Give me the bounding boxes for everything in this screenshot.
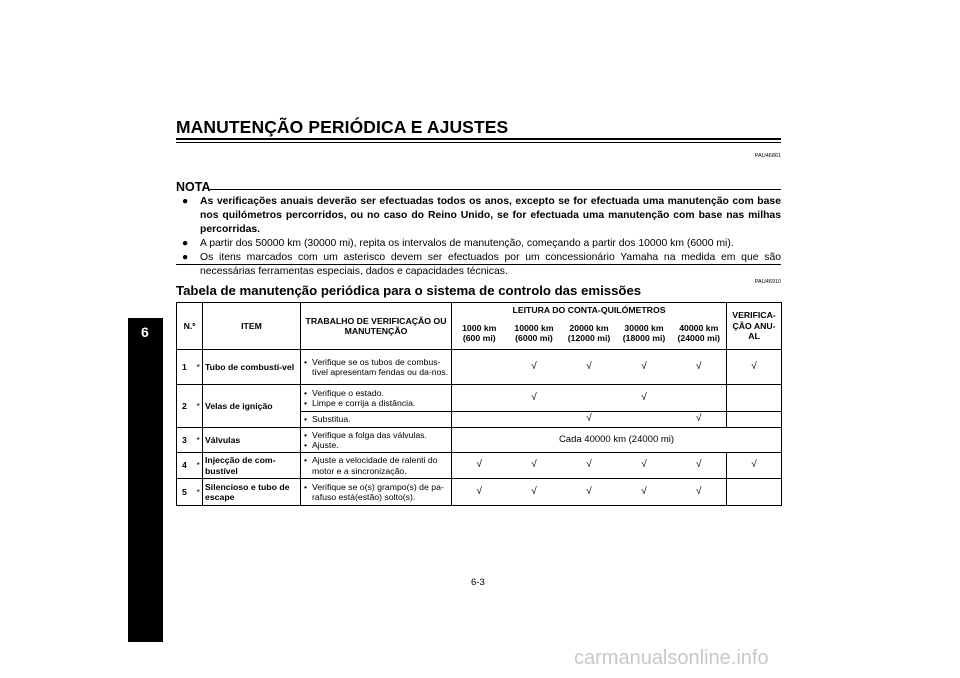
check-cell: √ (507, 479, 562, 506)
check-cell: √ (672, 412, 727, 428)
header-odo-col: 20000 km (12000 mi) (562, 318, 617, 350)
row-work: • Verifique o estado. • Limpe e corrija a distância. (301, 385, 452, 412)
watermark: carmanualsonline.info (574, 647, 769, 669)
check-cell: √ (672, 350, 727, 385)
section-code: PAU46910 (754, 279, 781, 285)
check-cell: √ (727, 453, 782, 479)
table-row (177, 350, 782, 385)
row-number: 4 (177, 453, 195, 479)
check-cell: √ (562, 412, 617, 428)
check-cell: √ (562, 350, 617, 385)
nota-item (176, 251, 781, 279)
check-cell (452, 385, 507, 412)
interval-cell: Cada 40000 km (24000 mi) (452, 428, 782, 453)
row-item: Injecção de com-bustível (203, 453, 301, 479)
check-cell: √ (672, 453, 727, 479)
nota-list (176, 195, 781, 279)
bullet-icon: ● (182, 252, 189, 263)
page-number: 6-3 (471, 577, 485, 588)
check-cell (562, 385, 617, 412)
header-odo-col: 1000 km (600 mi) (452, 318, 507, 350)
check-cell: √ (672, 479, 727, 506)
nota-item (176, 237, 781, 251)
nota-end-divider (176, 264, 781, 265)
row-number: 3 (177, 428, 195, 453)
check-cell: √ (727, 350, 782, 385)
check-cell: √ (617, 350, 672, 385)
check-cell (672, 385, 727, 412)
page-title: MANUTENÇÃO PERIÓDICA E AJUSTES (176, 117, 509, 137)
check-cell (452, 350, 507, 385)
chapter-tab (128, 318, 163, 642)
check-cell (727, 385, 782, 412)
row-number: 5 (177, 479, 195, 506)
check-cell: √ (562, 479, 617, 506)
table-row (177, 479, 782, 506)
chapter-number: 6 (141, 324, 149, 340)
check-cell (617, 412, 672, 428)
asterisk-mark: * (195, 350, 203, 385)
row-number: 1 (177, 350, 195, 385)
row-work: • Verifique a folga das válvulas. • Ajuste. (301, 428, 452, 453)
bullet-icon: ● (182, 196, 189, 207)
check-cell: √ (617, 453, 672, 479)
check-cell: √ (617, 479, 672, 506)
check-cell (727, 479, 782, 506)
header-annual: VERIFICA-ÇÃO ANU-AL (727, 303, 782, 350)
nota-item (176, 195, 781, 237)
header-odometer: LEITURA DO CONTA-QUILÓMETROS (452, 303, 727, 318)
row-number: 2 (177, 385, 195, 428)
section-title: Tabela de manutenção periódica para o sistema de controlo das emissões (176, 283, 642, 298)
table-header-row (177, 303, 782, 318)
check-cell: √ (507, 350, 562, 385)
check-cell: √ (562, 453, 617, 479)
nota-item-text: A partir dos 50000 km (30000 mi), repita os intervalos de manutenção, começando a partir dos 10000 km (6000 mi). (200, 238, 734, 249)
row-work: • Ajuste a velocidade de ralenti do motor e a sincronização. (301, 453, 452, 479)
header-odo-col: 10000 km (6000 mi) (507, 318, 562, 350)
asterisk-mark: * (195, 385, 203, 428)
asterisk-mark: * (195, 428, 203, 453)
row-work: • Verifique se os tubos de combus-tível apresentam fendas ou da-nos. (301, 350, 452, 385)
nota-label: NOTA (176, 180, 211, 194)
check-cell: √ (617, 385, 672, 412)
row-item: Tubo de combustí-vel (203, 350, 301, 385)
nota-item-text: As verificações anuais deverão ser efectuadas todos os anos, excepto se for efectuada uma manutenção com base nos quilómetros percorridos, ou no caso do Reino Unido, se for efectuada uma manutenção com base nas milhas percorridas. (200, 196, 781, 235)
header-no: N.º (177, 303, 203, 350)
row-work: • Verifique se o(s) grampo(s) de pa-rafuso está(estão) solto(s). (301, 479, 452, 506)
nota-divider (210, 189, 781, 190)
title-rule-thin (176, 142, 781, 143)
row-item: Silencioso e tubo de escape (203, 479, 301, 506)
table-row (177, 428, 782, 453)
check-cell: √ (507, 385, 562, 412)
nota-item-text: Os itens marcados com um asterisco devem ser efectuados por um concessionário Yamaha na medida em que são necessárias ferramentas especiais, dados e capacidades técnicas. (200, 252, 781, 277)
bullet-icon: ● (182, 238, 189, 249)
asterisk-mark: * (195, 479, 203, 506)
row-item: Válvulas (203, 428, 301, 453)
check-cell (727, 412, 782, 428)
header-work: TRABALHO DE VERIFICAÇÃO OU MANUTENÇÃO (301, 303, 452, 350)
check-cell (507, 412, 562, 428)
check-cell (452, 412, 507, 428)
title-rule (176, 138, 781, 140)
check-cell: √ (452, 479, 507, 506)
header-item: ITEM (203, 303, 301, 350)
row-work: • Substitua. (301, 412, 452, 428)
maintenance-table (176, 302, 782, 506)
header-odo-col: 30000 km (18000 mi) (617, 318, 672, 350)
table-row (177, 453, 782, 479)
table-row (177, 385, 782, 412)
check-cell: √ (452, 453, 507, 479)
header-odo-col: 40000 km (24000 mi) (672, 318, 727, 350)
nota-code: PAU46861 (754, 153, 781, 159)
row-item: Velas de ignição (203, 385, 301, 428)
check-cell: √ (507, 453, 562, 479)
asterisk-mark: * (195, 453, 203, 479)
